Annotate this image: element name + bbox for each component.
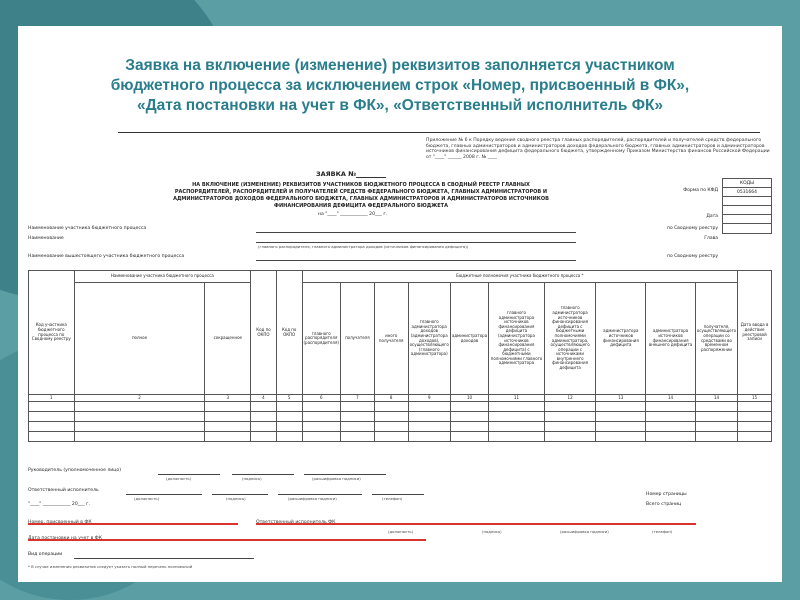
caption: (подпись) bbox=[482, 529, 502, 534]
form-kfd-label: Форма по КФД bbox=[683, 188, 718, 193]
caption: (телефон) bbox=[382, 496, 403, 501]
strike-line bbox=[28, 539, 426, 541]
table-row[interactable] bbox=[29, 402, 772, 412]
col-number: 15 bbox=[738, 395, 772, 402]
codes-cell bbox=[723, 224, 771, 233]
codes-cell bbox=[723, 197, 771, 206]
col-power-9: администратора источников финансирования внешнего дефицита bbox=[646, 283, 696, 395]
caption: (подпись) bbox=[242, 476, 262, 481]
caption: (подпись) bbox=[226, 496, 246, 501]
table-row[interactable] bbox=[29, 432, 772, 442]
strike-line bbox=[256, 523, 696, 525]
col-power-3: иного получателя bbox=[374, 283, 408, 395]
title-line-3: «Дата постановки на учет в ФК», «Ответственный исполнитель ФК» bbox=[136, 97, 664, 114]
registry-label: по Сводному реестру bbox=[667, 226, 718, 231]
codes-form-value: 0531664 bbox=[723, 188, 771, 197]
slide-title bbox=[40, 56, 760, 116]
caption: (должность) bbox=[134, 496, 160, 501]
executor-position-field[interactable] bbox=[126, 494, 202, 495]
col-okpo: Код по ОКПО bbox=[251, 271, 277, 395]
col-number: 2 bbox=[74, 395, 205, 402]
participant-name-field[interactable] bbox=[256, 232, 576, 233]
name-label: Наименование bbox=[28, 236, 64, 241]
caption: (расшифровка подписи) bbox=[312, 476, 361, 481]
caption: (должность) bbox=[166, 476, 192, 481]
table-row[interactable] bbox=[29, 412, 772, 422]
executor-phone-field[interactable] bbox=[372, 494, 424, 495]
title-line-1: Заявка на включение (изменение) реквизитов заполняется участником bbox=[125, 57, 675, 74]
col-number: 12 bbox=[544, 395, 596, 402]
col-power-1: главного распорядителя (распорядителя) bbox=[302, 283, 340, 395]
participant-name-label: Наименование участника бюджетного процесса bbox=[28, 226, 147, 231]
form-date-line: на "____" ____________ 20___ г. bbox=[318, 212, 388, 217]
col-short-name: сокращенное bbox=[205, 283, 251, 395]
title-line-2: бюджетного процесса за исключением строк «Номер, присвоенный в ФК», bbox=[110, 77, 690, 94]
date-label: Дата bbox=[706, 214, 718, 219]
appendix-note: Приложение № 6 к Порядку ведения сводного реестра главных распорядителей, распорядителей и получателей средств федерального бюджета, главных администраторов и администраторов доходов федерального бюджета, главных администраторов и администраторов источников финансирования дефицита федерального бюджета, утвержденному Приказом Министерства финансов Российской Федерации от "____" ______ 2008 г. № ____ bbox=[426, 138, 770, 160]
col-number: 6 bbox=[302, 395, 340, 402]
codes-header: КОДЫ bbox=[723, 179, 771, 188]
head-position-field[interactable] bbox=[158, 474, 220, 475]
operation-label: Вид операции bbox=[28, 552, 63, 557]
col-full-name: полное bbox=[74, 283, 205, 395]
col-number: 14 bbox=[646, 395, 696, 402]
signature-date: "____" ____________ 20___ г. bbox=[28, 502, 90, 507]
col-number: 11 bbox=[489, 395, 545, 402]
caption: (телефон) bbox=[652, 529, 673, 534]
codes-cell bbox=[723, 215, 771, 224]
head-name-field[interactable] bbox=[304, 474, 386, 475]
col-number: 4 bbox=[251, 395, 277, 402]
name-caption: (главного распорядителя, главного администратора доходов (источников финансирования дефицита)) bbox=[258, 244, 469, 249]
total-pages-label: Всего страниц bbox=[646, 502, 682, 507]
col-date: Дата ввода в действие реестровой записи bbox=[738, 271, 772, 395]
col-power-8: администратора источников финансирования дефицита bbox=[596, 283, 646, 395]
col-number: 8 bbox=[374, 395, 408, 402]
powers-table bbox=[28, 270, 772, 442]
registry-label-2: по Сводному реестру bbox=[667, 254, 718, 259]
name-field[interactable] bbox=[256, 242, 576, 243]
page-number-label: Номер страницы bbox=[646, 492, 687, 497]
caption: (расшифровка подписи) bbox=[288, 496, 337, 501]
form-number-field bbox=[356, 177, 386, 178]
caption: (должность) bbox=[388, 529, 414, 534]
col-group-name: Наименование участника бюджетного процесса bbox=[74, 271, 251, 283]
col-number: 7 bbox=[340, 395, 374, 402]
col-number: 14 bbox=[695, 395, 737, 402]
executor-name-field[interactable] bbox=[278, 494, 362, 495]
col-number: 3 bbox=[205, 395, 251, 402]
head-label: Руководитель (уполномоченное лицо) bbox=[28, 468, 122, 473]
head-signature-field[interactable] bbox=[232, 474, 294, 475]
table-row[interactable] bbox=[29, 422, 772, 432]
codes-cell bbox=[723, 206, 771, 215]
col-registry-code: Код участника бюджетного процесса по Сводному реестру bbox=[29, 271, 75, 395]
parent-participant-field[interactable] bbox=[256, 260, 576, 261]
col-number: 10 bbox=[450, 395, 488, 402]
col-okpo-2: Код по ОКПО bbox=[276, 271, 302, 395]
operation-field[interactable] bbox=[74, 558, 254, 559]
application-form bbox=[26, 136, 776, 576]
executor-label: Ответственный исполнитель bbox=[28, 488, 99, 493]
col-power-4: главного администратора доходов (администратора доходов), осуществляющего (главного администратора) bbox=[408, 283, 450, 395]
col-power-5: администратора доходов bbox=[450, 283, 488, 395]
number-row bbox=[29, 395, 772, 402]
form-number-label: ЗАЯВКА № bbox=[316, 170, 357, 178]
col-number: 5 bbox=[276, 395, 302, 402]
col-number: 1 bbox=[29, 395, 75, 402]
col-number: 9 bbox=[408, 395, 450, 402]
col-power-7: главного администратора источников финансирования дефицита с бюджетными полномочиями администратора, осуществляющего операции с источниками внутреннего финансирования дефицита bbox=[544, 283, 596, 395]
chapter-label: Глава bbox=[704, 236, 718, 241]
form-heading: НА ВКЛЮЧЕНИЕ (ИЗМЕНЕНИЕ) РЕКВИЗИТОВ УЧАСТНИКОВ БЮДЖЕТНОГО ПРОЦЕССА В СВОДНЫЙ РЕЕСТР ГЛАВНЫХ РАСПОРЯДИТЕЛЕЙ, РАСПОРЯДИТЕЛЕЙ И ПОЛУЧАТЕЛЕЙ СРЕДСТВ ФЕДЕРАЛЬНОГО БЮДЖЕТА, ГЛАВНЫХ АДМИНИСТРАТОРОВ И АДМИНИСТРАТОРОВ ДОХОДОВ ФЕДЕРАЛЬНОГО БЮДЖЕТА, ГЛАВНЫХ АДМИНИСТРАТОРОВ И АДМИНИСТРАТОРОВ ИСТОЧНИКОВ ФИНАНСИРОВАНИЯ ДЕФИЦИТА ФЕДЕРАЛЬНОГО БЮДЖЕТА bbox=[173, 182, 549, 209]
col-group-powers: Бюджетные полномочия участника бюджетного процесса * bbox=[302, 271, 738, 283]
col-number: 13 bbox=[596, 395, 646, 402]
footnote: * В случае изменения реквизитов следует указать полный перечень полномочий bbox=[28, 564, 193, 569]
caption: (расшифровка подписи) bbox=[560, 529, 609, 534]
strike-line bbox=[28, 523, 238, 525]
col-power-2: получателя bbox=[340, 283, 374, 395]
col-power-6: главного администратора источников финансирования дефицита (администратора источников финансирования дефицита) с бюджетными полномочиями главного администратора bbox=[489, 283, 545, 395]
parent-participant-label: Наименование вышестоящего участника бюджетного процесса bbox=[28, 254, 185, 259]
divider bbox=[118, 132, 760, 133]
col-power-10: получателя, осуществляющего операции со средствами во временном распоряжении bbox=[695, 283, 737, 395]
codes-box bbox=[722, 178, 772, 234]
executor-signature-field[interactable] bbox=[212, 494, 268, 495]
